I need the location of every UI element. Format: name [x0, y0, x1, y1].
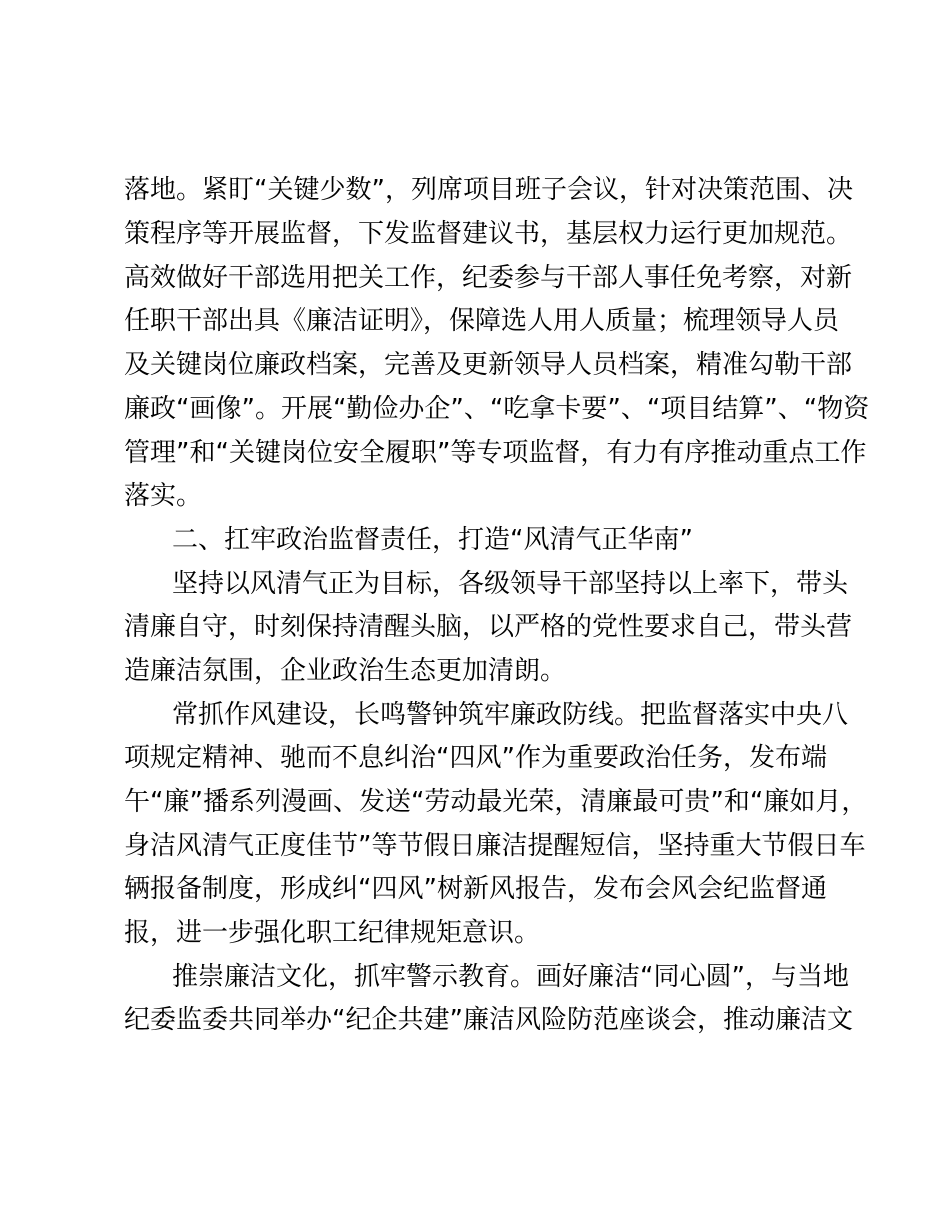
paragraph-line: 身洁风清气正度佳节”等节假日廉洁提醒短信，坚持重大节假日车 [124, 831, 866, 861]
paragraph-line: 管理”和“关键岗位安全履职”等专项监督，有力有序推动重点工作 [124, 438, 867, 468]
paragraph-line: 造廉洁氛围，企业政治生态更加清朗。 [124, 656, 567, 686]
paragraph-line: 坚持以风清气正为目标，各级领导干部坚持以上率下，带头 [172, 569, 849, 599]
section-heading: 二、扛牢政治监督责任，打造“风清气正华南” [172, 525, 693, 555]
paragraph-line: 及关键岗位廉政档案，完善及更新领导人员档案，精准勾勒干部 [124, 350, 853, 380]
paragraph-line: 常抓作风建设，长鸣警钟筑牢廉政防线。把监督落实中央八 [172, 700, 849, 730]
paragraph-line: 廉政“画像”。开展“勤俭办企”、“吃拿卡要”、“项目结算”、“物资 [124, 394, 870, 424]
paragraph-line: 策程序等开展监督，下发监督建议书，基层权力运行更加规范。 [124, 219, 853, 249]
paragraph-line: 辆报备制度，形成纠“四风”树新风报告，发布会风会纪监督通 [124, 874, 827, 904]
paragraph-line: 落地。紧盯“关键少数”，列席项目班子会议，针对决策范围、决 [124, 175, 853, 205]
paragraph-line: 清廉自守，时刻保持清醒头脑，以严格的党性要求自己，带头营 [124, 612, 853, 642]
paragraph-line: 报，进一步强化职工纪律规矩意识。 [124, 918, 541, 948]
paragraph-line: 高效做好干部选用把关工作，纪委参与干部人事任免考察，对新 [124, 263, 853, 293]
paragraph-line: 落实。 [124, 481, 203, 511]
paragraph-line: 推崇廉洁文化，抓牢警示教育。画好廉洁“同心圆”，与当地 [172, 962, 849, 992]
paragraph-line: 纪委监委共同举办“纪企共建”廉洁风险防范座谈会，推动廉洁文 [124, 1005, 853, 1035]
paragraph-line: 午“廉”播系列漫画、发送“劳动最光荣，清廉最可贵”和“廉如月， [124, 787, 868, 817]
paragraph-line: 项规定精神、驰而不息纠治“四风”作为重要政治任务，发布端 [124, 743, 827, 773]
paragraph-line: 任职干部出具《廉洁证明》，保障选人用人质量；梳理领导人员 [124, 306, 840, 336]
